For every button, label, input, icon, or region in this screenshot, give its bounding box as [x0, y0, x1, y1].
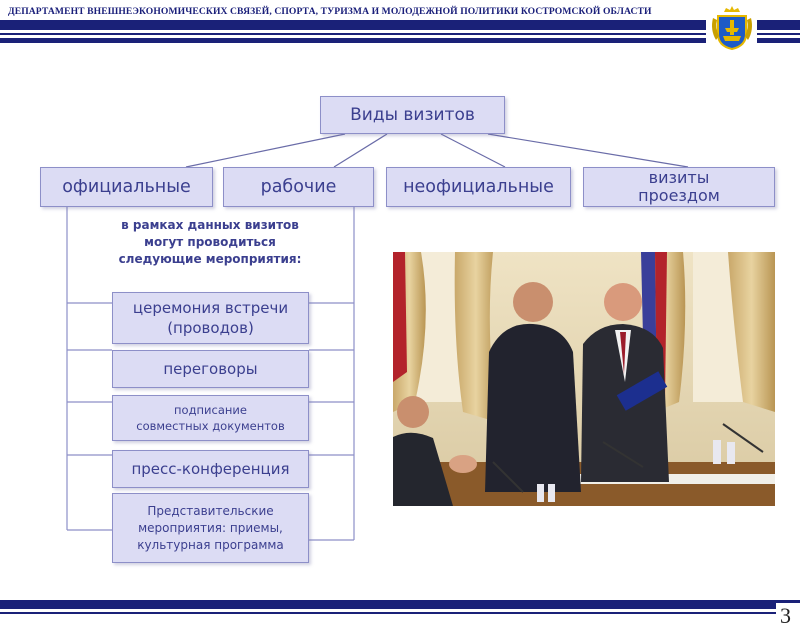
category-working: рабочие: [223, 167, 374, 207]
events-intro: в рамках данных визитов могут проводиться следующие мероприятия:: [118, 218, 302, 266]
category-official: официальные: [40, 167, 213, 207]
event-document-signing: подписание совместных документов: [112, 395, 309, 441]
category-unofficial: неофициальные: [386, 167, 571, 207]
event-negotiations: переговоры: [112, 350, 309, 388]
department-title: ДЕПАРТАМЕНТ ВНЕШНЕЭКОНОМИЧЕСКИХ СВЯЗЕЙ, СПОРТА, ТУРИЗМА И МОЛОДЕЖНОЙ ПОЛИТИКИ КОСТРОМСКОЙ ОБЛАСТИ: [8, 6, 652, 17]
category-transit: визиты проездом: [583, 167, 775, 207]
root-node: Виды визитов: [320, 96, 505, 134]
footer-stripe: [0, 600, 800, 609]
footer-stripe: [0, 612, 800, 614]
page-number: 3: [776, 603, 800, 629]
event-welcome-ceremony: церемония встречи (проводов): [112, 292, 309, 344]
signing-ceremony-photo: [393, 252, 775, 506]
event-receptions: Представительские мероприятия: приемы, культурная программа: [112, 493, 309, 563]
event-press-conference: пресс-конференция: [112, 450, 309, 488]
